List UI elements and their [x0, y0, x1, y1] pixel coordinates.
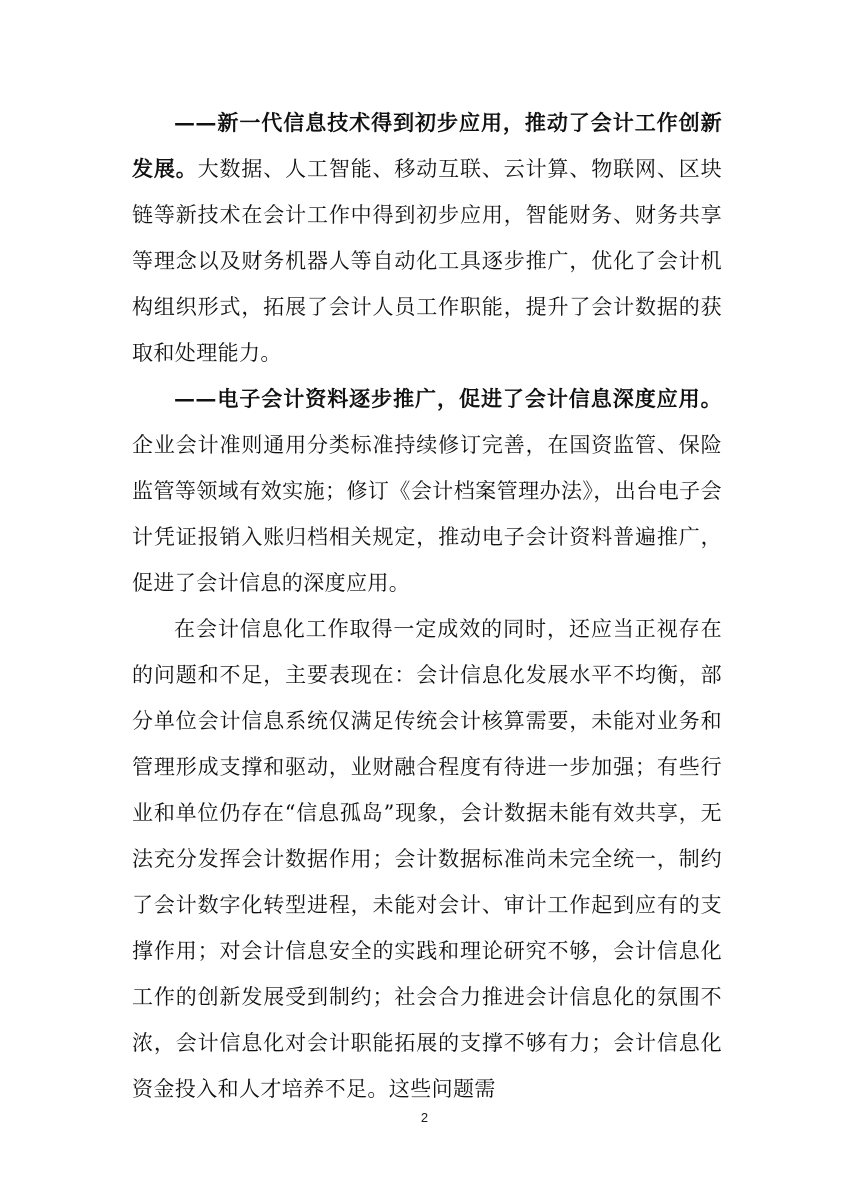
- page-number: 2: [420, 1110, 429, 1125]
- paragraph-heading: ——新一代信息技术得到初步应用，推动了会计工作创新发展。: [132, 110, 722, 181]
- paragraph-electronic-records: [132, 376, 722, 606]
- paragraph-body: 在会计信息化工作取得一定成效的同时，还应当正视存在的问题和不足，主要表现在：会计信息化发展水平不均衡，部分单位会计信息系统仅满足传统会计核算需要，未能对业务和管理形成支撑和驱动，业财融合程度有待进一步加强；有些行业和单位仍存在“信息孤岛”现象，会计数据未能有效共享，无法充分发挥会计数据作用；会计数据标准尚未完全统一，制约了会计数字化转型进程，未能对会计、审计工作起到应有的支撑作用；对会计信息安全的实践和理论研究不够，会计信息化工作的创新发展受到制约；社会合力推进会计信息化的氛围不浓，会计信息化对会计职能拓展的支撑不够有力；会计信息化资金投入和人才培养不足。这些问题需: [132, 617, 722, 1101]
- paragraph-body: 企业会计准则通用分类标准持续修订完善，在国资监管、保险监管等领域有效实施；修订《会计档案管理办法》，出台电子会计凭证报销入账归档相关规定，推动电子会计资料普遍推广，促进了会计信息的深度应用。: [132, 433, 722, 595]
- body-text: [132, 100, 722, 1112]
- paragraph-problems: [132, 606, 722, 1112]
- paragraph-body: 大数据、人工智能、移动互联、云计算、物联网、区块链等新技术在会计工作中得到初步应用，智能财务、财务共享等理念以及财务机器人等自动化工具逐步推广，优化了会计机构组织形式，拓展了会计人员工作职能，提升了会计数据的获取和处理能力。: [132, 157, 722, 365]
- paragraph-heading: ——电子会计资料逐步推广，促进了会计信息深度应用。: [174, 386, 722, 411]
- paragraph-new-tech: [132, 100, 722, 376]
